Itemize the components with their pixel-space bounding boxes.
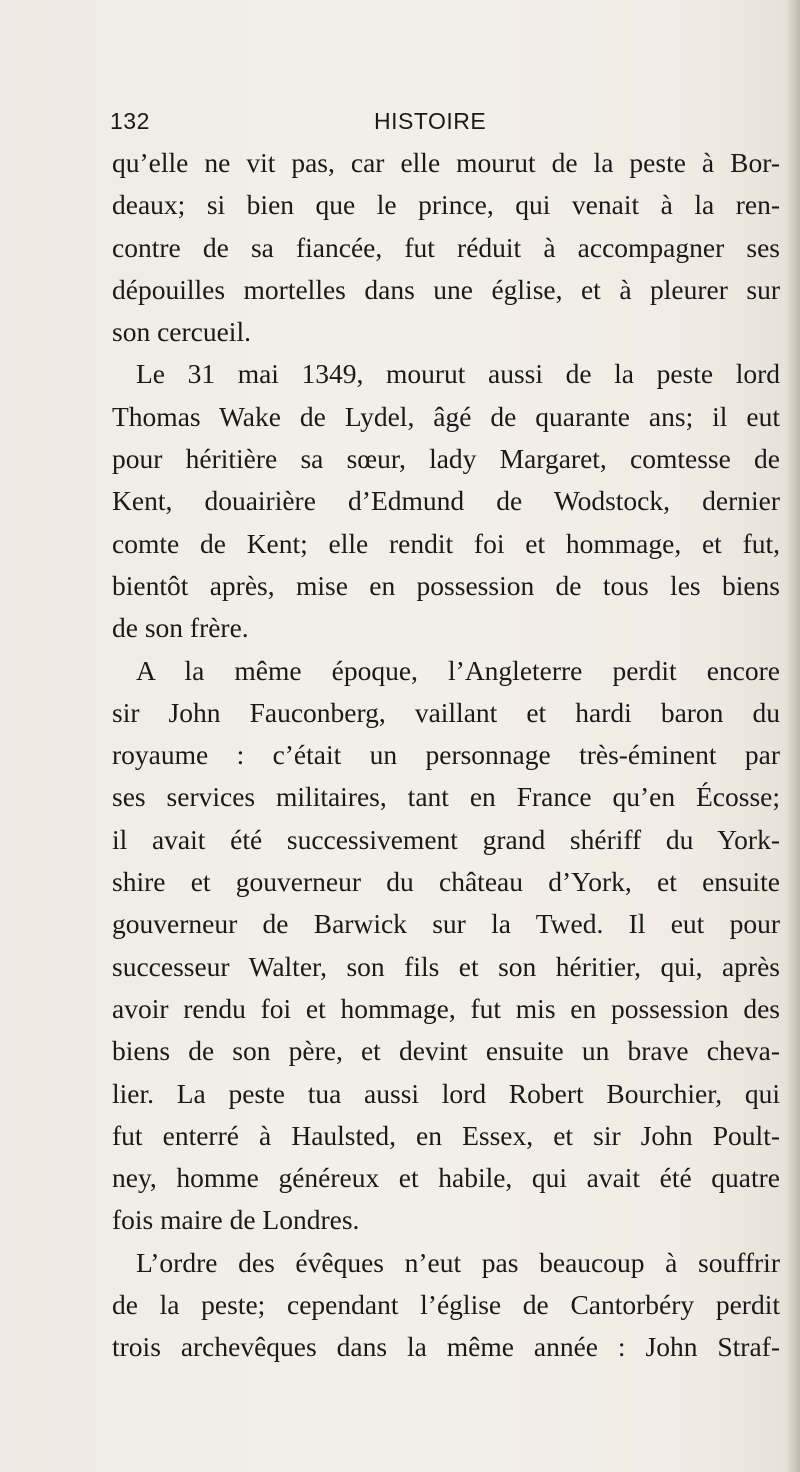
- text-line: deaux; si bien que le prince, qui venait à la ren-: [112, 189, 780, 221]
- text-line: royaume : c’était un personnage très-éminent par: [112, 739, 780, 771]
- text-line: dépouilles mortelles dans une église, et à pleurer sur: [112, 273, 780, 305]
- text-line: avoir rendu foi et hommage, fut mis en possession des: [112, 992, 780, 1024]
- text-line: Kent, douairière d’Edmund de Wodstock, dernier: [112, 485, 780, 517]
- text-line: contre de sa fiancée, fut réduit à accompagner ses: [112, 231, 780, 263]
- text-line: qu’elle ne vit pas, car elle mourut de la peste à Bor-: [112, 147, 780, 178]
- text-line: son cercueil.: [112, 316, 251, 348]
- text-line: shire et gouverneur du château d’York, et ensuite: [112, 866, 780, 898]
- page-header: [110, 108, 700, 138]
- text-line: Le 31 mai 1349, mourut aussi de la peste lord: [136, 358, 780, 390]
- text-line: lier. La peste tua aussi lord Robert Bourchier, qui: [112, 1077, 780, 1109]
- text-line: trois archevêques dans la même année : John Straf-: [112, 1331, 780, 1363]
- text-line: ses services militaires, tant en France qu’en Écosse;: [112, 781, 780, 813]
- text-line: ney, homme généreux et habile, qui avait été quatre: [112, 1162, 780, 1194]
- page-number: 132: [110, 108, 150, 134]
- text-line: L’ordre des évêques n’eut pas beaucoup à souffrir: [136, 1246, 780, 1278]
- text-line: successeur Walter, son fils et son héritier, qui, après: [112, 950, 780, 982]
- text-line: sir John Fauconberg, vaillant et hardi baron du: [112, 696, 780, 728]
- text-line: gouverneur de Barwick sur la Twed. Il eut pour: [112, 908, 780, 940]
- text-line: comte de Kent; elle rendit foi et hommage, et fut,: [112, 527, 780, 559]
- text-line: A la même époque, l’Angleterre perdit encore: [136, 654, 780, 686]
- body-text: [112, 142, 792, 1369]
- text-line: fois maire de Londres.: [112, 1204, 360, 1236]
- text-line: de la peste; cependant l’église de Cantorbéry perdit: [112, 1289, 780, 1321]
- page-edge-shadow: [786, 0, 800, 1472]
- text-line: il avait été successivement grand shériff du York-: [112, 823, 780, 855]
- text-line: de son frère.: [112, 612, 249, 644]
- text-line: bientôt après, mise en possession de tous les biens: [112, 569, 780, 601]
- running-title: HISTOIRE: [374, 108, 487, 134]
- text-line: Thomas Wake de Lydel, âgé de quarante ans; il eut: [112, 400, 780, 432]
- text-line: pour héritière sa sœur, lady Margaret, comtesse de: [112, 443, 780, 475]
- text-line: fut enterré à Haulsted, en Essex, et sir John Poult-: [112, 1119, 780, 1151]
- text-line: biens de son père, et devint ensuite un brave cheva-: [112, 1035, 780, 1067]
